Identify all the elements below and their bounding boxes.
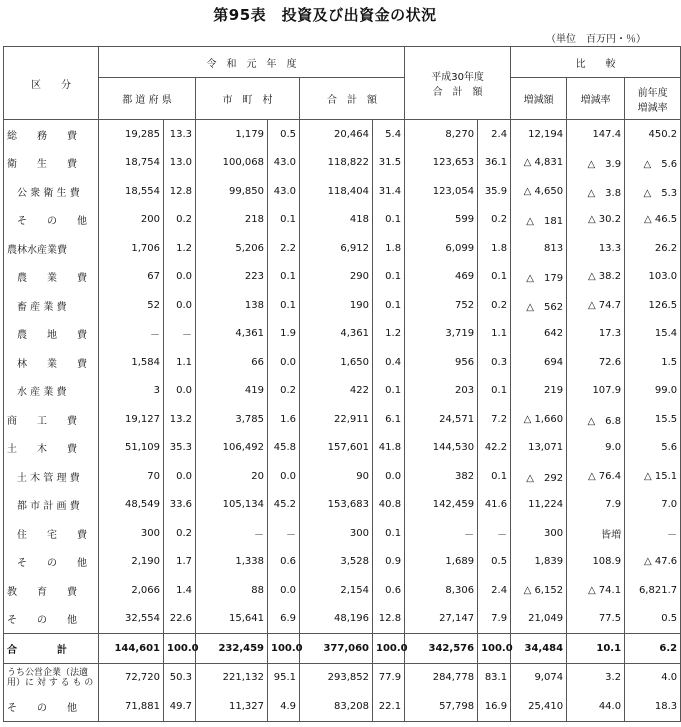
cell-col-8: 0.5	[478, 548, 511, 577]
cell-col-1: 2,190	[99, 548, 164, 577]
cell-col-11: 5.6	[625, 434, 681, 463]
cell-col-1: 71,881	[99, 692, 164, 721]
table-row	[4, 149, 681, 178]
cell-col-4: 2.2	[268, 234, 300, 263]
cell-col-10: △ 74.1	[567, 576, 625, 605]
table-row	[4, 634, 681, 664]
cell-col-3: －	[196, 519, 268, 548]
header-pref: 都 道 府 県	[99, 78, 196, 120]
table-body	[4, 120, 681, 722]
cell-col-4: 0.0	[268, 576, 300, 605]
cell-col-5: 6,912	[300, 234, 373, 263]
cell-col-11: 99.0	[625, 377, 681, 406]
cell-col-1: 67	[99, 263, 164, 292]
table-row	[4, 206, 681, 235]
header-muni: 市 町 村	[196, 78, 300, 120]
cell-col-8: 35.9	[478, 177, 511, 206]
row-label: 総 務 費	[4, 120, 99, 149]
cell-col-4: 0.1	[268, 263, 300, 292]
cell-col-1: 51,109	[99, 434, 164, 463]
cell-col-2: 0.0	[164, 263, 196, 292]
cell-col-10: 108.9	[567, 548, 625, 577]
header-h30-line1: 平成30年度	[431, 72, 484, 83]
cell-col-11: △ 5.3	[625, 177, 681, 206]
cell-col-1: 19,127	[99, 405, 164, 434]
cell-col-5: 20,464	[300, 120, 373, 149]
cell-col-7: 382	[405, 462, 478, 491]
cell-col-1: 48,549	[99, 491, 164, 520]
cell-col-2: 100.0	[164, 634, 196, 664]
cell-col-11: 1.5	[625, 348, 681, 377]
cell-col-5: 48,196	[300, 605, 373, 634]
cell-col-3: 20	[196, 462, 268, 491]
cell-col-6: 1.8	[373, 234, 405, 263]
cell-col-3: 5,206	[196, 234, 268, 263]
cell-col-5: 418	[300, 206, 373, 235]
cell-col-8: 2.4	[478, 576, 511, 605]
cell-col-4: 0.1	[268, 291, 300, 320]
cell-col-7: 8,306	[405, 576, 478, 605]
cell-col-1: 32,554	[99, 605, 164, 634]
table-row	[4, 548, 681, 577]
row-label: 教 育 費	[4, 576, 99, 605]
cell-col-7: 142,459	[405, 491, 478, 520]
cell-col-6: 0.1	[373, 263, 405, 292]
table-row	[4, 576, 681, 605]
row-label: 公 衆 衛 生 費	[4, 177, 99, 206]
cell-col-8: 36.1	[478, 149, 511, 178]
investment-table	[3, 46, 681, 722]
cell-col-11: △ 47.6	[625, 548, 681, 577]
cell-col-9: 13,071	[511, 434, 567, 463]
cell-col-3: 419	[196, 377, 268, 406]
cell-col-3: 66	[196, 348, 268, 377]
cell-col-4: 1.6	[268, 405, 300, 434]
row-label: 土 木 費	[4, 434, 99, 463]
cell-col-4: 0.0	[268, 348, 300, 377]
cell-col-4: 100.0	[268, 634, 300, 664]
cell-col-9: 9,074	[511, 663, 567, 692]
cell-col-6: 12.8	[373, 605, 405, 634]
row-label: 林 業 費	[4, 348, 99, 377]
cell-col-5: 157,601	[300, 434, 373, 463]
cell-col-6: 22.1	[373, 692, 405, 721]
table-row	[4, 291, 681, 320]
cell-col-11: △ 46.5	[625, 206, 681, 235]
cell-col-6: 0.0	[373, 462, 405, 491]
cell-col-1: 2,066	[99, 576, 164, 605]
table-row	[4, 434, 681, 463]
cell-col-11: 18.3	[625, 692, 681, 721]
row-label: 土 木 管 理 費	[4, 462, 99, 491]
cell-col-10: △ 3.9	[567, 149, 625, 178]
cell-col-7: 8,270	[405, 120, 478, 149]
cell-col-10: 9.0	[567, 434, 625, 463]
cell-col-9: 300	[511, 519, 567, 548]
cell-col-5: 2,154	[300, 576, 373, 605]
cell-col-9: 219	[511, 377, 567, 406]
cell-col-9: 642	[511, 320, 567, 349]
table-row	[4, 692, 681, 721]
cell-col-4: 45.2	[268, 491, 300, 520]
cell-col-3: 15,641	[196, 605, 268, 634]
cell-col-10: 13.3	[567, 234, 625, 263]
cell-col-11: 126.5	[625, 291, 681, 320]
cell-col-2: 1.1	[164, 348, 196, 377]
cell-col-4: 0.1	[268, 206, 300, 235]
cell-col-1: 18,754	[99, 149, 164, 178]
cell-col-6: 0.6	[373, 576, 405, 605]
cell-col-8: 83.1	[478, 663, 511, 692]
cell-col-6: 1.2	[373, 320, 405, 349]
cell-col-2: 1.7	[164, 548, 196, 577]
cell-col-9: △ 181	[511, 206, 567, 235]
cell-col-7: 284,778	[405, 663, 478, 692]
table-row	[4, 348, 681, 377]
cell-col-3: 88	[196, 576, 268, 605]
header-prev-rate	[625, 78, 681, 120]
cell-col-7: 123,653	[405, 149, 478, 178]
row-label: 合 計	[4, 634, 99, 664]
cell-col-9: 11,224	[511, 491, 567, 520]
cell-col-5: 422	[300, 377, 373, 406]
cell-col-2: 22.6	[164, 605, 196, 634]
row-label: うち公営企業（法適用）に 対 す る も の	[4, 663, 99, 692]
unit-note: （単位 百万円・％）	[546, 34, 646, 45]
cell-col-2: 50.3	[164, 663, 196, 692]
cell-col-2: 0.0	[164, 291, 196, 320]
row-label: 水 産 業 費	[4, 377, 99, 406]
cell-col-5: 290	[300, 263, 373, 292]
cell-col-10: △ 74.7	[567, 291, 625, 320]
cell-col-1: 72,720	[99, 663, 164, 692]
cell-col-11: －	[625, 519, 681, 548]
cell-col-7: 123,054	[405, 177, 478, 206]
cell-col-6: 0.1	[373, 206, 405, 235]
cell-col-10: 147.4	[567, 120, 625, 149]
cell-col-3: 223	[196, 263, 268, 292]
cell-col-8: 100.0	[478, 634, 511, 664]
cell-col-11: 450.2	[625, 120, 681, 149]
cell-col-6: 31.4	[373, 177, 405, 206]
cell-col-3: 218	[196, 206, 268, 235]
cell-col-5: 90	[300, 462, 373, 491]
cell-col-9: △ 179	[511, 263, 567, 292]
cell-col-8: 0.1	[478, 377, 511, 406]
cell-col-3: 4,361	[196, 320, 268, 349]
cell-col-2: 49.7	[164, 692, 196, 721]
cell-col-5: 293,852	[300, 663, 373, 692]
cell-col-3: 3,785	[196, 405, 268, 434]
cell-col-8: 0.3	[478, 348, 511, 377]
cell-col-3: 100,068	[196, 149, 268, 178]
cell-col-1: 3	[99, 377, 164, 406]
cell-col-8: 7.2	[478, 405, 511, 434]
cell-col-3: 1,338	[196, 548, 268, 577]
cell-col-2: 35.3	[164, 434, 196, 463]
cell-col-10: 44.0	[567, 692, 625, 721]
header-category: 区 分	[4, 47, 99, 120]
cell-col-3: 106,492	[196, 434, 268, 463]
cell-col-3: 232,459	[196, 634, 268, 664]
cell-col-2: 13.0	[164, 149, 196, 178]
cell-col-10: △ 76.4	[567, 462, 625, 491]
cell-col-2: 1.4	[164, 576, 196, 605]
cell-col-9: △ 6,152	[511, 576, 567, 605]
cell-col-8: 0.2	[478, 206, 511, 235]
cell-col-7: 599	[405, 206, 478, 235]
table-row	[4, 177, 681, 206]
cell-col-10: 3.2	[567, 663, 625, 692]
cell-col-7: 752	[405, 291, 478, 320]
cell-col-9: △ 4,831	[511, 149, 567, 178]
cell-col-7: 57,798	[405, 692, 478, 721]
cell-col-5: 190	[300, 291, 373, 320]
cell-col-9: 25,410	[511, 692, 567, 721]
header-h30	[405, 47, 511, 120]
header-compare: 比 較	[511, 47, 681, 78]
cell-col-10: △ 6.8	[567, 405, 625, 434]
row-label: そ の 他	[4, 605, 99, 634]
row-label: 商 工 費	[4, 405, 99, 434]
row-label: 農 業 費	[4, 263, 99, 292]
header-reiwa: 令 和 元 年 度	[99, 47, 405, 78]
cell-col-5: 377,060	[300, 634, 373, 664]
row-label: そ の 他	[4, 548, 99, 577]
cell-col-4: －	[268, 519, 300, 548]
cell-col-2: 0.0	[164, 377, 196, 406]
cell-col-2: 12.8	[164, 177, 196, 206]
cell-col-7: 469	[405, 263, 478, 292]
cell-col-3: 138	[196, 291, 268, 320]
cell-col-11: 15.4	[625, 320, 681, 349]
cell-col-4: 0.0	[268, 462, 300, 491]
cell-col-9: 813	[511, 234, 567, 263]
row-label: 畜 産 業 費	[4, 291, 99, 320]
cell-col-11: △ 15.1	[625, 462, 681, 491]
header-total: 合 計 額	[300, 78, 405, 120]
cell-col-5: 1,650	[300, 348, 373, 377]
cell-col-10: 72.6	[567, 348, 625, 377]
cell-col-2: 13.2	[164, 405, 196, 434]
header-prev-rate-line2: 増減率	[637, 102, 668, 114]
cell-col-8: 42.2	[478, 434, 511, 463]
cell-col-11: 7.0	[625, 491, 681, 520]
cell-col-7: 1,689	[405, 548, 478, 577]
cell-col-10: 7.9	[567, 491, 625, 520]
cell-col-11: 0.5	[625, 605, 681, 634]
cell-col-4: 43.0	[268, 177, 300, 206]
cell-col-3: 221,132	[196, 663, 268, 692]
cell-col-5: 300	[300, 519, 373, 548]
cell-col-2: －	[164, 320, 196, 349]
table-row	[4, 491, 681, 520]
cell-col-9: △ 1,660	[511, 405, 567, 434]
cell-col-6: 0.4	[373, 348, 405, 377]
cell-col-8: 16.9	[478, 692, 511, 721]
cell-col-10: 17.3	[567, 320, 625, 349]
cell-col-8: 0.1	[478, 263, 511, 292]
cell-col-11: 15.5	[625, 405, 681, 434]
table-row	[4, 120, 681, 149]
table-row	[4, 462, 681, 491]
cell-col-8: 7.9	[478, 605, 511, 634]
cell-col-8: 0.2	[478, 291, 511, 320]
cell-col-1: 18,554	[99, 177, 164, 206]
cell-col-11: 4.0	[625, 663, 681, 692]
cell-col-2: 1.2	[164, 234, 196, 263]
cell-col-8: 2.4	[478, 120, 511, 149]
cell-col-9: △ 562	[511, 291, 567, 320]
cell-col-8: 41.6	[478, 491, 511, 520]
cell-col-5: 118,404	[300, 177, 373, 206]
cell-col-7: 6,099	[405, 234, 478, 263]
cell-col-10: △ 3.8	[567, 177, 625, 206]
cell-col-4: 0.6	[268, 548, 300, 577]
cell-col-1: 1,706	[99, 234, 164, 263]
table-row	[4, 263, 681, 292]
cell-col-4: 95.1	[268, 663, 300, 692]
cell-col-4: 45.8	[268, 434, 300, 463]
header-prev-rate-line1: 前年度	[637, 87, 668, 99]
cell-col-9: △ 292	[511, 462, 567, 491]
row-label: 農林水産業費	[4, 234, 99, 263]
cell-col-3: 105,134	[196, 491, 268, 520]
cell-col-6: 6.1	[373, 405, 405, 434]
cell-col-4: 43.0	[268, 149, 300, 178]
table-row	[4, 519, 681, 548]
cell-col-8: 1.1	[478, 320, 511, 349]
cell-col-11: 6.2	[625, 634, 681, 664]
cell-col-7: 956	[405, 348, 478, 377]
cell-col-2: 13.3	[164, 120, 196, 149]
header-rate: 増減率	[567, 78, 625, 120]
table-row	[4, 234, 681, 263]
cell-col-6: 0.1	[373, 519, 405, 548]
cell-col-1: 200	[99, 206, 164, 235]
cell-col-4: 1.9	[268, 320, 300, 349]
cell-col-6: 77.9	[373, 663, 405, 692]
cell-col-2: 0.2	[164, 519, 196, 548]
cell-col-4: 0.5	[268, 120, 300, 149]
cell-col-7: 24,571	[405, 405, 478, 434]
table-row	[4, 377, 681, 406]
cell-col-9: 694	[511, 348, 567, 377]
cell-col-7: 3,719	[405, 320, 478, 349]
cell-col-8: －	[478, 519, 511, 548]
table-row	[4, 405, 681, 434]
cell-col-2: 0.2	[164, 206, 196, 235]
cell-col-11: 103.0	[625, 263, 681, 292]
cell-col-6: 40.8	[373, 491, 405, 520]
cell-col-1: 52	[99, 291, 164, 320]
cell-col-2: 33.6	[164, 491, 196, 520]
cell-col-5: 22,911	[300, 405, 373, 434]
cell-col-1: 70	[99, 462, 164, 491]
cell-col-5: 3,528	[300, 548, 373, 577]
cell-col-8: 0.1	[478, 462, 511, 491]
cell-col-6: 5.4	[373, 120, 405, 149]
cell-col-6: 0.1	[373, 291, 405, 320]
cell-col-5: 118,822	[300, 149, 373, 178]
row-label: そ の 他	[4, 692, 99, 721]
cell-col-7: 27,147	[405, 605, 478, 634]
cell-col-6: 100.0	[373, 634, 405, 664]
cell-col-10: 77.5	[567, 605, 625, 634]
row-label: 衛 生 費	[4, 149, 99, 178]
row-label: 農 地 費	[4, 320, 99, 349]
cell-col-4: 0.2	[268, 377, 300, 406]
cell-col-10: △ 30.2	[567, 206, 625, 235]
cell-col-6: 31.5	[373, 149, 405, 178]
table-row	[4, 605, 681, 634]
row-label: 住 宅 費	[4, 519, 99, 548]
row-label: そ の 他	[4, 206, 99, 235]
cell-col-3: 1,179	[196, 120, 268, 149]
cell-col-5: 4,361	[300, 320, 373, 349]
row-label: 都 市 計 画 費	[4, 491, 99, 520]
cell-col-9: 12,194	[511, 120, 567, 149]
cell-col-6: 0.9	[373, 548, 405, 577]
cell-col-11: △ 5.6	[625, 149, 681, 178]
cell-col-11: 6,821.7	[625, 576, 681, 605]
table-row	[4, 320, 681, 349]
cell-col-9: △ 4,650	[511, 177, 567, 206]
cell-col-11: 26.2	[625, 234, 681, 263]
cell-col-7: －	[405, 519, 478, 548]
cell-col-6: 0.1	[373, 377, 405, 406]
cell-col-2: 0.0	[164, 462, 196, 491]
cell-col-9: 21,049	[511, 605, 567, 634]
cell-col-1: －	[99, 320, 164, 349]
cell-col-10: △ 38.2	[567, 263, 625, 292]
header-diff: 増減額	[511, 78, 567, 120]
cell-col-9: 34,484	[511, 634, 567, 664]
cell-col-4: 4.9	[268, 692, 300, 721]
cell-col-5: 153,683	[300, 491, 373, 520]
cell-col-1: 300	[99, 519, 164, 548]
cell-col-3: 99,850	[196, 177, 268, 206]
cell-col-8: 1.8	[478, 234, 511, 263]
header-h30-line2: 合 計 額	[432, 87, 483, 98]
cell-col-10: 10.1	[567, 634, 625, 664]
cell-col-7: 144,530	[405, 434, 478, 463]
cell-col-6: 41.8	[373, 434, 405, 463]
cell-col-1: 144,601	[99, 634, 164, 664]
cell-col-1: 19,285	[99, 120, 164, 149]
page-title: 第95表 投資及び出資金の状況	[213, 6, 437, 24]
table-row	[4, 663, 681, 692]
cell-col-10: 107.9	[567, 377, 625, 406]
cell-col-3: 11,327	[196, 692, 268, 721]
cell-col-9: 1,839	[511, 548, 567, 577]
cell-col-10: 皆増	[567, 519, 625, 548]
cell-col-1: 1,584	[99, 348, 164, 377]
cell-col-4: 6.9	[268, 605, 300, 634]
cell-col-7: 203	[405, 377, 478, 406]
cell-col-7: 342,576	[405, 634, 478, 664]
cell-col-5: 83,208	[300, 692, 373, 721]
